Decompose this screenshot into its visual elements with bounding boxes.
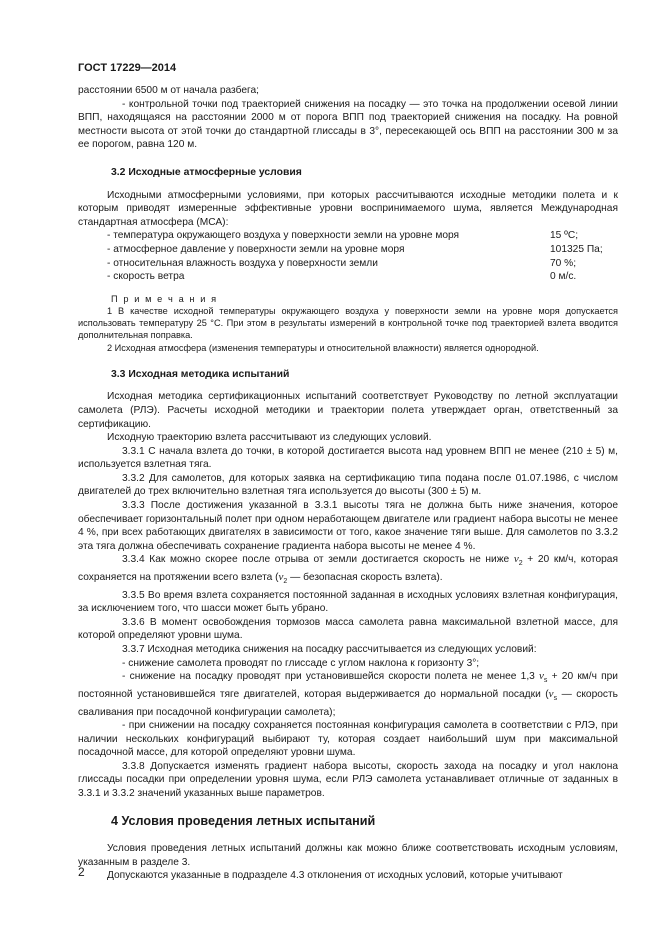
clause-3-3-5: 3.3.5 Во время взлета сохраняется постоянной заданная в исходных условиях взлетная конфигурация, за исключением того, что шасси может быть убрано.	[78, 589, 618, 615]
text-run: - снижение на посадку проводят при установившейся скорости полета не менее 1,3	[122, 671, 540, 683]
clause-3-3-3: 3.3.3 После достижения указанной в 3.3.1 высоты тяга не должна быть ниже значения, которое обеспечивает горизонтальный полет при одном неработающем двигателе или градиент набора высоты не менее 4 %, при всех работающих двигателях в зависимости от того, какое значение тяги выше. Для самолетов по 3.3.2 эта тяга должна обеспечивать сохранение градиента набора высоты не менее 4 %.	[78, 500, 618, 552]
list-item-value: 15 ºС;	[550, 230, 579, 242]
list-item	[78, 243, 618, 257]
list-item-value: 101325 Па;	[550, 243, 603, 255]
note: 2 Исходная атмосфера (изменения температуры и относительной влажности) является однородной.	[107, 342, 539, 353]
text-run: + 20 км/ч при постоянной установившейся тяге двигателей, которая выдерживается до нормальной посадки (	[78, 671, 618, 700]
subscript: s	[553, 694, 558, 702]
atmosphere-list	[78, 229, 618, 283]
document-header: ГОСТ 17229—2014	[78, 62, 177, 74]
note: 1 В качестве исходной температуры окружающего воздуха у поверхности земли на уровне моря допускается использовать температуру 25 °С. При этом в результаты измерений в контрольной точке под траекторией взлета вводится дополнительная поправка.	[78, 305, 618, 341]
clause-3-3-4	[78, 553, 618, 588]
list-item: - при снижении на посадку сохраняется постоянная конфигурация самолета в соответствии с РЛЭ, при наличии нескольких конфигураций выбирают ту, которая создает наибольший шум при максимальной посадочной массе, для которой определяют уровни шума.	[78, 720, 618, 759]
speed-symbol: v	[278, 571, 284, 584]
text-run: 3.3.4 Как можно скорее после отрыва от земли достигается скорость не ниже	[122, 554, 514, 566]
subscript: 2	[518, 560, 523, 568]
page-number: 2	[78, 865, 85, 879]
section-heading-3-2: 3.2 Исходные атмосферные условия	[111, 166, 302, 178]
text-run: + 20 км/ч, которая сохраняется на протяжении всего взлета (	[78, 554, 618, 584]
list-item	[78, 257, 618, 271]
clause-3-3-7: 3.3.7 Исходная методика снижения на посадку рассчитывается из следующих условий:	[122, 644, 537, 656]
paragraph: Исходными атмосферными условиями, при которых рассчитываются исходные методики полета и к которым приводят измеренные эффективные уровни воспринимаемого шума, является Международная стандартная атмосфера (МСА):	[78, 189, 618, 228]
list-item	[78, 670, 618, 719]
list-item-value: 70 %;	[550, 257, 577, 269]
list-item: - снижение самолета проводят по глиссаде с углом наклона к горизонту 3°;	[122, 657, 480, 669]
paragraph: - контрольной точки под траекторией снижения на посадку — это точка на продолжении осевой линии ВПП, находящаяся на расстоянии 2000 м от порога ВПП под траекторией снижения на посадку. На ровной местности высота от этой точки до стандартной глиссады в 3°, пересекающей ось ВПП на расстоянии 300 м за ее порогом, равна 120 м.	[78, 98, 618, 151]
list-item	[78, 229, 618, 243]
paragraph: Исходную траекторию взлета рассчитывают из следующих условий.	[107, 432, 432, 444]
text-run: — скорость сваливания при посадочной конфигурации самолета);	[78, 688, 618, 718]
list-item-value: 0 м/с.	[550, 271, 577, 283]
text-run: — безопасная скорость взлета).	[287, 572, 443, 584]
paragraph: расстоянии 6500 м от начала разбега;	[78, 85, 259, 96]
notes-title: П р и м е ч а н и я	[111, 293, 218, 304]
subscript: 2	[283, 578, 288, 586]
clause-3-3-2: 3.3.2 Для самолетов, для которых заявка на сертификацию типа подана после 01.07.1986, с числом двигателей до трех включительно взлетная тяга используется до высоты (300 ± 5) м.	[78, 472, 618, 498]
paragraph: Условия проведения летных испытаний должны как можно ближе соответствовать исходным условиям, указанным в разделе 3.	[78, 843, 618, 868]
section-heading-4: 4 Условия проведения летных испытаний	[111, 813, 376, 828]
speed-symbol: v	[513, 553, 519, 566]
page-content	[78, 84, 618, 883]
clause-3-3-1: 3.3.1 С начала взлета до точки, в которой достигается высота над уровнем ВПП не менее (210 ± 5) м, используется взлетная тяга.	[78, 445, 618, 471]
speed-symbol: v	[548, 687, 554, 700]
section-heading-3-3: 3.3 Исходная методика испытаний	[111, 368, 290, 380]
subscript: s	[543, 677, 548, 685]
list-item-label: - атмосферное давление у поверхности земли на уровне моря	[107, 243, 405, 255]
list-item-label: - температура окружающего воздуха у поверхности земли на уровне моря	[107, 230, 460, 242]
list-item-label: - скорость ветра	[107, 271, 185, 283]
clause-3-3-6: 3.3.6 В момент освобождения тормозов масса самолета равна максимальной взлетной массе, для которой определяют уровни шума.	[78, 616, 618, 642]
paragraph: Допускаются указанные в подразделе 4.3 отклонения от исходных условий, которые учитывают	[107, 870, 563, 882]
speed-symbol: v	[539, 670, 544, 683]
list-item	[78, 270, 618, 284]
paragraph: Исходная методика сертификационных испытаний соответствует Руководству по летной эксплуатации самолета (РЛЭ). Расчеты исходной методики и траектории полета утверждает орган, ответственный за сертификацию.	[78, 391, 618, 430]
clause-3-3-8: 3.3.8 Допускается изменять градиент набора высоты, скорость захода на посадку и угол наклона глиссады посадки при определении уровня шума, если РЛЭ самолета устанавливает отличные от заданных в 3.3.1 и 3.3.2 значений указанных выше параметров.	[78, 760, 618, 800]
list-item-label: - относительная влажность воздуха у поверхности земли	[107, 257, 378, 269]
